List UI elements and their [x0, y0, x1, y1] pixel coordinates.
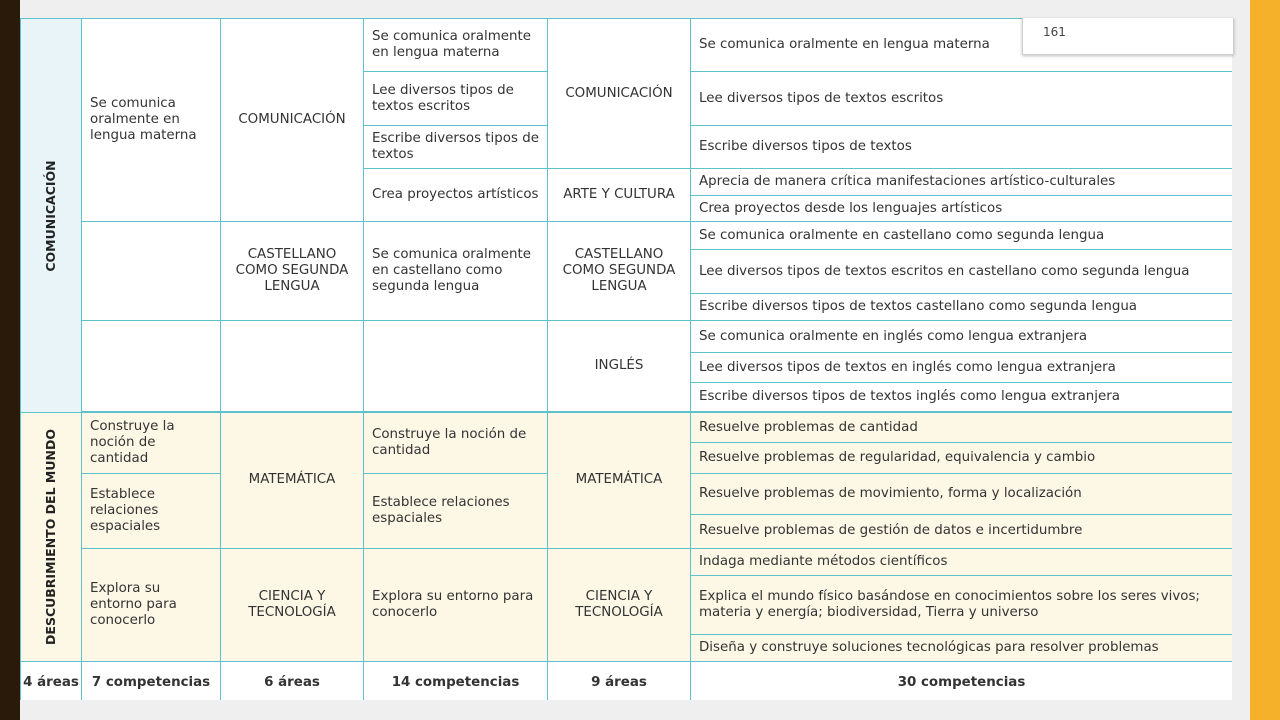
cell-comp-d-dm-5: Explica el mundo físico basándose en conocimientos sobre los seres vivos; materia y energía; biodiversidad, Tierra y universo — [691, 576, 1233, 635]
cell-area-c-arte: ARTE Y CULTURA — [548, 169, 691, 222]
cell-comp-d-0: Se comunica oralmente en lengua materna — [691, 19, 1233, 72]
cell-comp-b-3: Crea proyectos artísticos — [364, 169, 548, 222]
competencias-table — [20, 18, 1232, 700]
cell-comp-d-castellano-1: Lee diversos tipos de textos escritos en castellano como segunda lengua — [691, 250, 1233, 294]
cell-comp-d-dm-2: Resuelve problemas de movimiento, forma y localización — [691, 474, 1233, 515]
cell-area-a-comunicacion: COMUNICACIÓN — [221, 19, 364, 222]
footer-areas-6: 6 áreas — [221, 662, 364, 701]
cell-comp-b-cantidad: Construye la noción de cantidad — [364, 413, 548, 474]
cell-area-a-matematica: MATEMÁTICA — [221, 413, 364, 549]
cell-comp-b-entorno: Explora su entorno para conocerlo — [364, 548, 548, 662]
footer-comp-30: 30 competencias — [691, 662, 1233, 701]
cell-area-a-castellano: CASTELLANO COMO SEGUNDA LENGUA — [221, 222, 364, 321]
right-decor-bar — [1250, 0, 1280, 720]
footer-areas-4: 4 áreas — [21, 662, 82, 701]
cell-comp-b-1: Lee diversos tipos de textos escritos — [364, 72, 548, 126]
cell-area-c-castellano: CASTELLANO COMO SEGUNDA LENGUA — [548, 222, 691, 321]
cell-area-c-ingles: INGLÉS — [548, 321, 691, 412]
cell-area-a-ciencia: CIENCIA Y TECNOLOGÍA — [221, 548, 364, 662]
cell-area-a-ingles-empty — [221, 321, 364, 412]
cell-comp-d-castellano-2: Escribe diversos tipos de textos castellano como segunda lengua — [691, 294, 1233, 321]
row-label-descubrimiento: DESCUBRIMIENTO DEL MUNDO — [21, 413, 82, 662]
cell-comp-d-dm-0: Resuelve problemas de cantidad — [691, 413, 1233, 443]
footer-comp-14: 14 competencias — [364, 662, 548, 701]
footer-comp-7: 7 competencias — [82, 662, 221, 701]
cell-comp-d-dm-1: Resuelve problemas de regularidad, equivalencia y cambio — [691, 443, 1233, 474]
cell-comp-d-ingles-0: Se comunica oralmente en inglés como lengua extranjera — [691, 321, 1233, 353]
slide — [20, 18, 1232, 700]
left-decor-bar — [0, 0, 20, 720]
cell-col1-castellano-empty — [82, 222, 221, 321]
cell-col1-cantidad: Construye la noción de cantidad — [82, 413, 221, 474]
cell-comp-b-ingles-empty — [364, 321, 548, 412]
cell-comp-d-dm-3: Resuelve problemas de gestión de datos e incertidumbre — [691, 514, 1233, 548]
cell-comp-d-ingles-1: Lee diversos tipos de textos en inglés como lengua extranjera — [691, 353, 1233, 383]
footer-areas-9: 9 áreas — [548, 662, 691, 701]
cell-col1-comunicacion: Se comunica oralmente en lengua materna — [82, 19, 221, 222]
cell-comp-d-4: Crea proyectos desde los lenguajes artísticos — [691, 196, 1233, 222]
cell-comp-d-3: Aprecia de manera crítica manifestaciones artístico-culturales — [691, 169, 1233, 196]
page-number: 161 — [1043, 25, 1066, 39]
cell-comp-b-castellano: Se comunica oralmente en castellano como segunda lengua — [364, 222, 548, 321]
cell-comp-b-espaciales: Establece relaciones espaciales — [364, 474, 548, 549]
cell-comp-d-dm-6: Diseña y construye soluciones tecnológicas para resolver problemas — [691, 635, 1233, 662]
cell-area-c-matematica: MATEMÁTICA — [548, 413, 691, 549]
cell-area-c-ciencia: CIENCIA Y TECNOLOGÍA — [548, 548, 691, 662]
cell-col1-entorno: Explora su entorno para conocerlo — [82, 548, 221, 662]
cell-comp-b-2: Escribe diversos tipos de textos — [364, 126, 548, 169]
page-number-box — [1022, 18, 1234, 55]
cell-col1-ingles-empty — [82, 321, 221, 412]
cell-comp-d-castellano-0: Se comunica oralmente en castellano como segunda lengua — [691, 222, 1233, 250]
cell-comp-b-0: Se comunica oralmente en lengua materna — [364, 19, 548, 72]
cell-area-c-comunicacion: COMUNICACIÓN — [548, 19, 691, 169]
cell-comp-d-ingles-2: Escribe diversos tipos de textos inglés como lengua extranjera — [691, 383, 1233, 412]
cell-comp-d-dm-4: Indaga mediante métodos científicos — [691, 548, 1233, 576]
cell-col1-espaciales: Establece relaciones espaciales — [82, 474, 221, 549]
row-label-comunicacion: COMUNICACIÓN — [21, 19, 82, 413]
cell-comp-d-2: Escribe diversos tipos de textos — [691, 126, 1233, 169]
cell-comp-d-1: Lee diversos tipos de textos escritos — [691, 72, 1233, 126]
